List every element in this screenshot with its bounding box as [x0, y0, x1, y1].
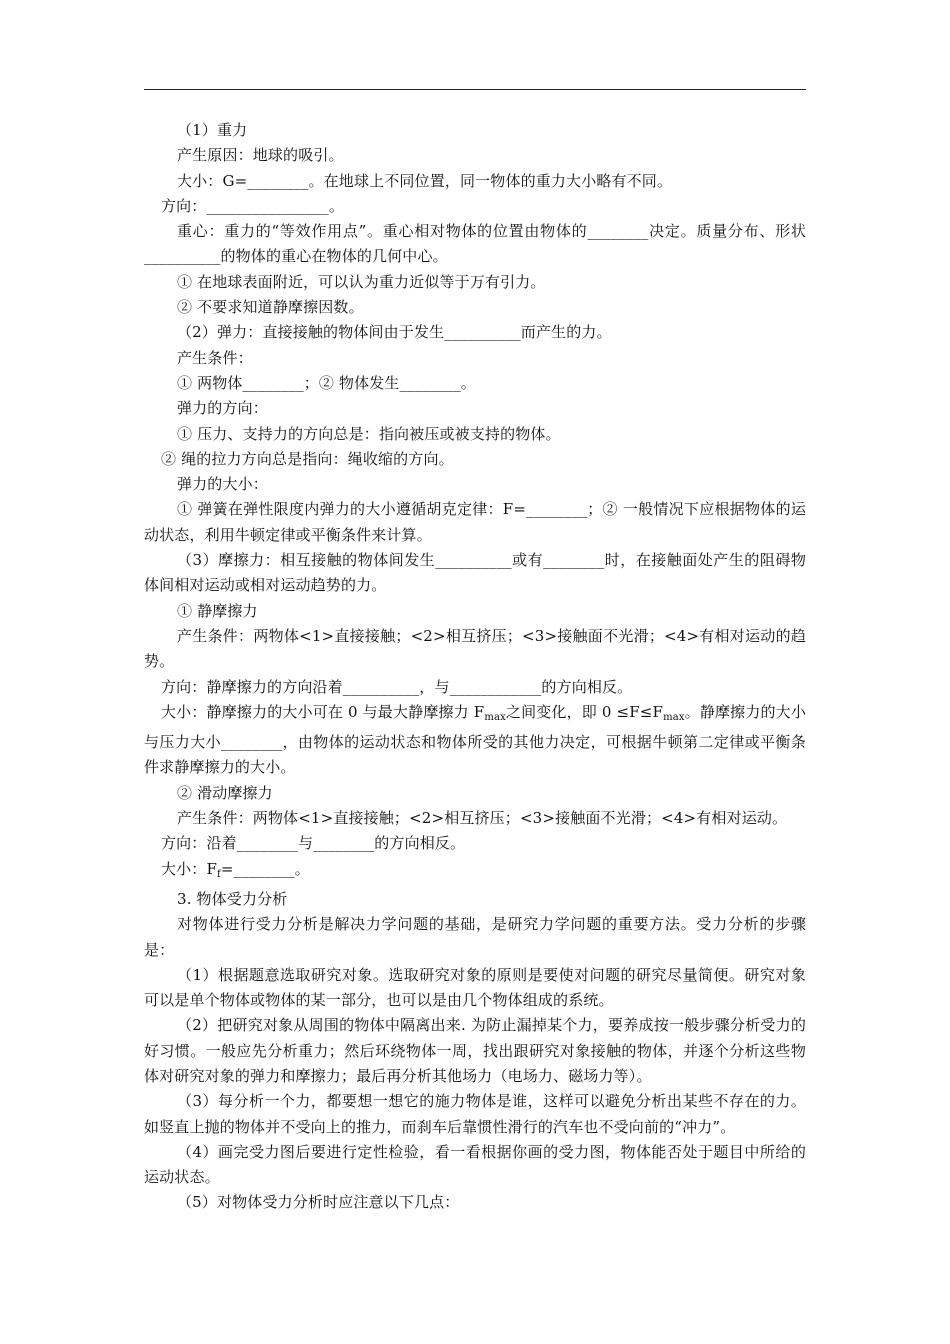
text-run: =________。	[220, 859, 310, 878]
paragraph: 弹力的大小：	[177, 475, 268, 494]
document-body	[144, 118, 806, 1216]
subscript: max	[484, 711, 506, 723]
heading-gravity: （1）重力	[177, 121, 248, 139]
paragraph: ② 不要求知道静摩擦因数。	[177, 298, 364, 317]
paragraph: 方向：静摩擦力的方向沿着__________，与____________的方向相反。	[161, 677, 633, 696]
paragraph: 对物体进行受力分析是解决力学问题的基础，是研究力学问题的重要方法。受力分析的步骤是：	[144, 915, 806, 959]
paragraph: （2）把研究对象从周围的物体中隔离出来. 为防止漏掉某个力，要养成按一般步骤分析受力的好习惯。一般应先分析重力；然后环绕物体一周，找出跟研究对象接触的物体，并逐个分析这些物体对研究对象的弹力和摩擦力；最后再分析其他场力（电场力、磁场力等）。	[144, 1016, 806, 1085]
paragraph: 产生条件：两物体<1>直接接触；<2>相互挤压；<3>接触面不光滑；<4>有相对运动的趋势。	[144, 626, 806, 671]
paragraph: （4）画完受力图后要进行定性检验，看一看根据你画的受力图，物体能否处于题目中所给的运动状态。	[144, 1142, 806, 1187]
paragraph: 重心：重力的“等效作用点”。重心相对物体的位置由物体的________决定。质量分布、形状__________的物体的重心在物体的几何中心。	[144, 222, 806, 266]
paragraph: （1）根据题意选取研究对象。选取研究对象的原则是要使对问题的研究尽量简便。研究对象可以是单个物体或物体的某一部分，也可以是由几个物体组成的系统。	[144, 965, 806, 1010]
paragraph: ① 两物体________；② 物体发生________。	[177, 373, 476, 392]
paragraph: （5）对物体受力分析时应注意以下几点：	[177, 1193, 460, 1212]
paragraph: ① 弹簧在弹性限度内弹力的大小遵循胡克定律：F=________；② 一般情况下应根据物体的运动状态，利用牛顿定律或平衡条件来计算。	[144, 500, 806, 544]
text-run: 大小：静摩擦力的大小可在 0 与最大静摩擦力 F	[161, 702, 485, 721]
paragraph: ② 滑动摩擦力	[177, 783, 273, 802]
text-run: 大小：F	[161, 859, 218, 878]
header-rule	[144, 89, 806, 90]
paragraph: 产生条件：	[177, 348, 253, 367]
subscript: f	[217, 868, 221, 880]
paragraph-static-friction-size	[144, 700, 806, 781]
paragraph-sliding-friction-size	[144, 857, 806, 887]
paragraph: 产生条件：两物体<1>直接接触；<2>相互挤压；<3>接触面不光滑；<4>有相对运动。	[177, 809, 788, 828]
paragraph: ① 静摩擦力	[177, 601, 258, 620]
heading-elastic-force: （2）弹力：直接接触的物体间由于发生__________而产生的力。	[177, 323, 612, 342]
text-run: 。静摩擦力的大小与压力大小________，由物体的运动状态和物体所受的其他力决定，可根据牛顿第二定律或平衡条件求静摩擦力的大小。	[144, 702, 807, 777]
text-run: 之间变化，即 0 ≤F≤F	[505, 702, 664, 721]
heading-friction: （3）摩擦力：相互接触的物体间发生__________或有________时，在接触面处产生的阻碍物体间相对运动或相对运动趋势的力。	[144, 551, 806, 595]
paragraph: 方向：________________。	[161, 196, 345, 215]
heading-force-analysis: 3. 物体受力分析	[177, 889, 288, 908]
subscript: max	[663, 711, 685, 723]
paragraph: ① 在地球表面附近，可以认为重力近似等于万有引力。	[177, 272, 546, 291]
paragraph: 方向：沿着________与________的方向相反。	[161, 834, 466, 853]
paragraph: （3）每分析一个力，都要想一想它的施力物体是谁，这样可以避免分析出某些不存在的力。如竖直上抛的物体并不受向上的推力，而刹车后靠惯性滑行的汽车也不受向前的“冲力”。	[144, 1092, 806, 1136]
paragraph: 大小：G=________。在地球上不同位置，同一物体的重力大小略有不同。	[177, 171, 673, 190]
paragraph: ① 压力、支持力的方向总是：指向被压或被支持的物体。	[177, 424, 561, 443]
paragraph: ② 绳的拉力方向总是指向：绳收缩的方向。	[161, 449, 454, 468]
paragraph: 产生原因：地球的吸引。	[177, 146, 344, 165]
paragraph: 弹力的方向：	[177, 399, 268, 418]
